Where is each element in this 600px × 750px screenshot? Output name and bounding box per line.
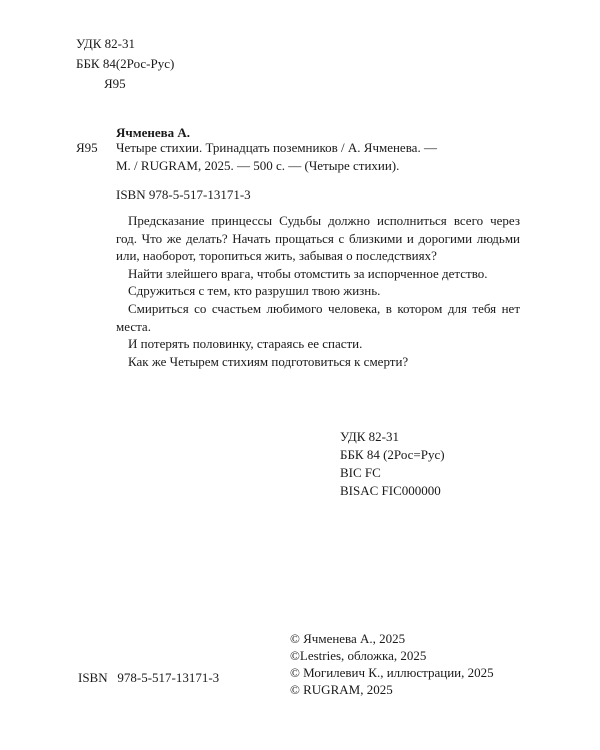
annotation-paragraph: Смириться со счастьем любимого человека, в котором для тебя нет места. — [116, 300, 520, 334]
annotation — [116, 212, 520, 370]
copyright-block — [290, 630, 494, 698]
annotation-paragraph: Предсказание принцессы Судьбы должно исполниться всего через год. Что же делать? Начать прощаться с близкими и дорогими людьми или, наоборот, торопиться жить, забывая о последствиях? — [116, 213, 520, 264]
classification-block — [340, 428, 445, 500]
isbn-bottom: ISBN 978-5-517-13171-3 — [78, 670, 220, 685]
bibliographic-description — [116, 139, 534, 175]
copyright-line: © Ячменева А., 2025 — [290, 631, 406, 646]
annotation-paragraph: Сдружиться с тем, кто разрушил твою жизнь. — [128, 283, 381, 299]
bib-publisher-line: М. / RUGRAM, 2025. — 500 с. — (Четыре стихии). — [116, 158, 400, 173]
udk-code: УДК 82-31 — [340, 429, 400, 444]
cutter-code-side: Я95 — [76, 140, 98, 155]
top-classification-codes — [76, 35, 174, 95]
udk-code: УДК 82-31 — [76, 36, 136, 51]
bbk-code: ББК 84(2Рос-Рус) — [76, 56, 175, 71]
annotation-paragraph: И потерять половинку, стараясь ее спасти. — [128, 336, 363, 352]
author-heading: Ячменева А. — [116, 125, 191, 140]
bisac-code: BISAC FIC000000 — [340, 483, 441, 498]
copyright-line: © Могилевич К., иллюстрации, 2025 — [290, 665, 494, 680]
isbn-main: ISBN 978-5-517-13171-3 — [116, 187, 251, 202]
copyright-line: ©Lestries, обложка, 2025 — [290, 648, 427, 663]
cutter-code: Я95 — [104, 76, 126, 91]
annotation-paragraph: Как же Четырем стихиям подготовиться к смерти? — [128, 353, 409, 369]
bic-code: BIC FC — [340, 465, 381, 480]
annotation-paragraph: Найти злейшего врага, чтобы отомстить за испорченное детство. — [128, 265, 488, 281]
bib-title-line: Четыре стихии. Тринадцать поземников / А. Ячменева. — — [116, 140, 437, 155]
copyright-line: © RUGRAM, 2025 — [290, 682, 393, 697]
bbk-code: ББК 84 (2Рос=Рус) — [340, 447, 445, 462]
